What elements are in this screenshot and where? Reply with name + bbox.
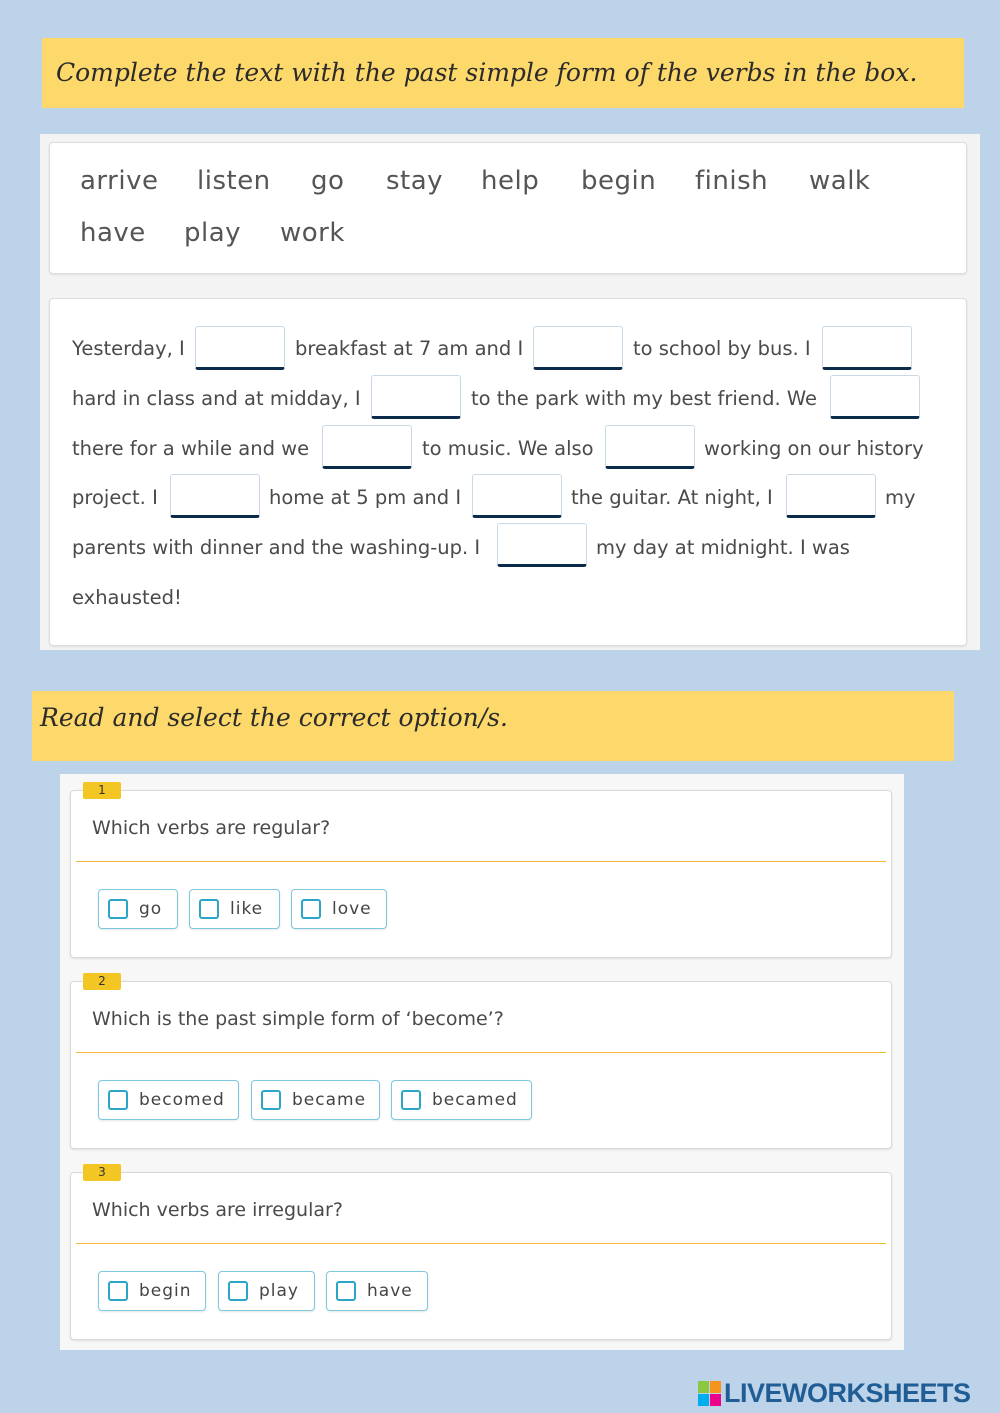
question-text: Which verbs are irregular?	[92, 1199, 343, 1221]
option-go[interactable]	[98, 889, 178, 929]
instruction-banner-1	[42, 38, 964, 108]
text-segment: project. I	[72, 486, 158, 509]
word-box	[49, 142, 967, 274]
answer-blank-11[interactable]	[497, 523, 587, 567]
text-segment: home at 5 pm and I	[269, 486, 462, 509]
question-text: Which verbs are regular?	[92, 817, 331, 839]
answer-blank-7[interactable]	[605, 425, 695, 469]
word-box-item: work	[280, 218, 345, 248]
text-segment: the guitar. At night, I	[571, 486, 773, 509]
instruction-banner-2	[32, 691, 954, 761]
text-segment: Yesterday, I	[72, 337, 185, 360]
option-label: go	[139, 899, 163, 919]
option-play[interactable]	[218, 1271, 315, 1311]
checkbox-icon[interactable]	[108, 1281, 128, 1301]
instruction-text-2: Read and select the correct option/s.	[40, 703, 508, 732]
checkbox-icon[interactable]	[108, 1090, 128, 1110]
option-like[interactable]	[189, 889, 280, 929]
answer-blank-2[interactable]	[533, 326, 623, 370]
option-label: becamed	[432, 1090, 518, 1110]
question-text: Which is the past simple form of ‘become’?	[92, 1008, 504, 1030]
text-segment: my day at midnight. I was	[596, 536, 850, 559]
option-label: love	[332, 899, 372, 919]
answer-blank-8[interactable]	[170, 474, 260, 518]
checkbox-icon[interactable]	[228, 1281, 248, 1301]
word-box-item: finish	[695, 166, 769, 196]
question-card-3	[70, 1165, 892, 1340]
answer-blank-6[interactable]	[322, 425, 412, 469]
option-label: becomed	[139, 1090, 225, 1110]
word-box-item: help	[481, 166, 540, 196]
word-box-item: begin	[581, 166, 657, 196]
text-segment: there for a while and we	[72, 437, 310, 460]
answer-blank-1[interactable]	[195, 326, 285, 370]
question-number: 1	[83, 782, 121, 799]
word-box-item: have	[80, 218, 146, 248]
logo-mark-icon	[698, 1381, 722, 1407]
checkbox-icon[interactable]	[261, 1090, 281, 1110]
option-becamed[interactable]	[391, 1080, 532, 1120]
text-segment: hard in class and at midday, I	[72, 387, 361, 410]
text-segment: parents with dinner and the washing-up. I	[72, 536, 481, 559]
option-becomed[interactable]	[98, 1080, 239, 1120]
text-segment: working on our history	[704, 437, 924, 460]
option-label: have	[367, 1281, 413, 1301]
text-segment: exhausted!	[72, 586, 182, 609]
answer-blank-10[interactable]	[786, 474, 876, 518]
divider	[76, 1052, 886, 1053]
word-box-item: walk	[809, 166, 871, 196]
answer-blank-9[interactable]	[472, 474, 562, 518]
text-segment: my	[885, 486, 916, 509]
question-card-1	[70, 783, 892, 958]
word-box-item: go	[311, 166, 345, 196]
question-number: 2	[83, 973, 121, 990]
option-love[interactable]	[291, 889, 387, 929]
question-card-2	[70, 974, 892, 1149]
answer-blank-4[interactable]	[371, 375, 461, 419]
checkbox-icon[interactable]	[401, 1090, 421, 1110]
liveworksheets-logo	[698, 1378, 994, 1410]
brand-name: LIVEWORKSHEETS	[724, 1378, 971, 1408]
option-label: play	[259, 1281, 299, 1301]
option-label: became	[292, 1090, 367, 1110]
checkbox-icon[interactable]	[336, 1281, 356, 1301]
divider	[76, 1243, 886, 1244]
checkbox-icon[interactable]	[108, 899, 128, 919]
word-box-item: arrive	[80, 166, 159, 196]
answer-blank-3[interactable]	[822, 326, 912, 370]
answer-blank-5[interactable]	[830, 375, 920, 419]
word-box-item: stay	[386, 166, 444, 196]
text-segment: to the park with my best friend. We	[471, 387, 818, 410]
question-number: 3	[83, 1164, 121, 1181]
option-have[interactable]	[326, 1271, 428, 1311]
instruction-text-1: Complete the text with the past simple form of the verbs in the box.	[56, 58, 918, 87]
option-became[interactable]	[251, 1080, 380, 1120]
checkbox-icon[interactable]	[301, 899, 321, 919]
text-segment: to music. We also	[422, 437, 594, 460]
option-begin[interactable]	[98, 1271, 206, 1311]
word-box-item: listen	[197, 166, 271, 196]
option-label: begin	[139, 1281, 192, 1301]
text-segment: to school by bus. I	[633, 337, 811, 360]
divider	[76, 861, 886, 862]
word-box-item: play	[184, 218, 242, 248]
text-segment: breakfast at 7 am and I	[295, 337, 524, 360]
checkbox-icon[interactable]	[199, 899, 219, 919]
option-label: like	[230, 899, 264, 919]
